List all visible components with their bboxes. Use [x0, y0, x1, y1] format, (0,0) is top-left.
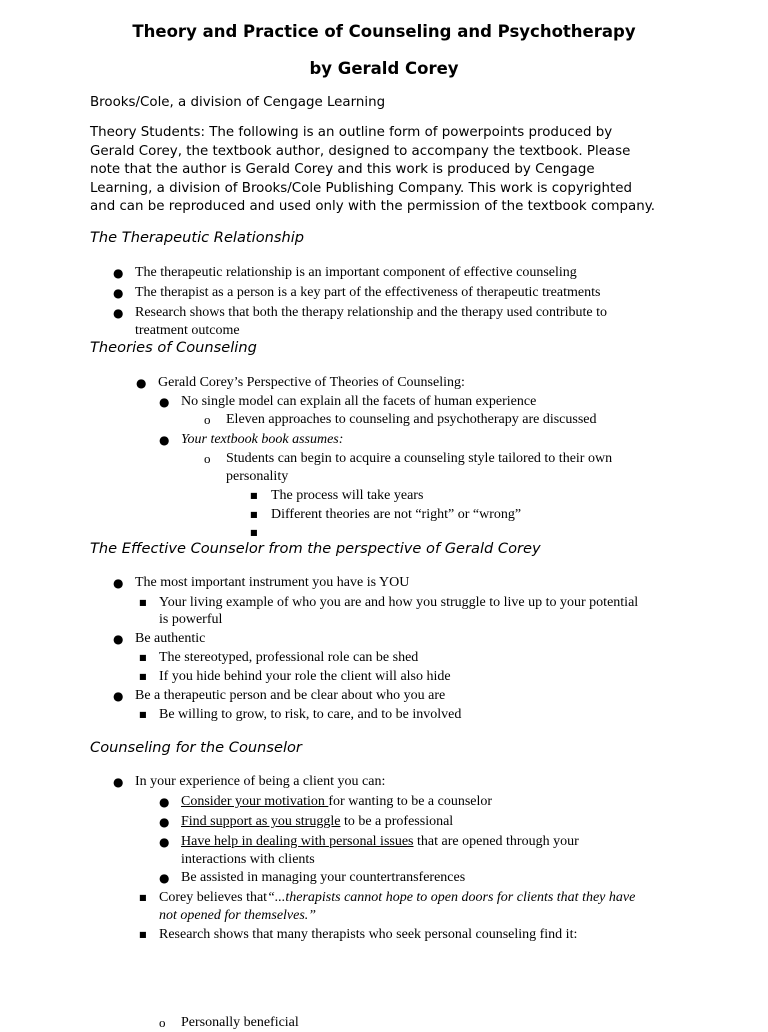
square-bullet-icon: ■: [250, 510, 258, 519]
bullet-icon: ●: [159, 433, 170, 447]
section-heading-therapeutic-relationship: The Therapeutic Relationship: [90, 229, 305, 246]
list-item-text: for wanting to be a counselor: [328, 794, 493, 809]
square-bullet-icon: ■: [139, 672, 147, 681]
quote-text: “...therapists cannot hope to open doors for clients that they have: [267, 890, 636, 905]
section-heading-counseling-for-counselor: Counseling for the Counselor: [90, 739, 302, 756]
list-item: The most important instrument you have is YOU: [135, 575, 410, 590]
intro-line: Theory Students: The following is an outline form of powerpoints produced by: [90, 125, 613, 140]
list-item: Be authentic: [135, 631, 206, 646]
list-item-continuation: treatment outcome: [135, 323, 240, 338]
document-byline: by Gerald Corey: [309, 59, 459, 78]
intro-paragraph: [90, 124, 690, 217]
square-bullet-icon: ■: [250, 491, 258, 500]
square-bullet-icon: ■: [250, 528, 258, 537]
list-item: In your experience of being a client you can:: [135, 774, 386, 789]
bullet-icon: ●: [159, 795, 170, 809]
quote-continuation: not opened for themselves.”: [159, 908, 317, 923]
list-item: Students can begin to acquire a counseling style tailored to their own: [226, 451, 613, 466]
list-item: If you hide behind your role the client will also hide: [159, 669, 451, 684]
bullet-icon: ●: [159, 835, 170, 849]
bullet-icon: ●: [113, 775, 124, 789]
bullet-icon: ●: [113, 632, 124, 646]
section-heading-theories: Theories of Counseling: [90, 339, 257, 356]
list-item-continuation: interactions with clients: [181, 852, 315, 867]
list-item: Your textbook book assumes:: [181, 432, 344, 447]
square-bullet-icon: ■: [139, 893, 147, 902]
list-item: Be assisted in managing your countertransferences: [181, 870, 466, 885]
list-item: Your living example of who you are and how you struggle to live up to your potential: [159, 595, 639, 610]
bullet-icon: ●: [113, 576, 124, 590]
circle-bullet-icon: o: [159, 1015, 166, 1030]
intro-line: Gerald Corey, the textbook author, designed to accompany the textbook. Please: [90, 143, 631, 159]
circle-bullet-icon: o: [204, 451, 211, 466]
bullet-icon: ●: [113, 266, 124, 280]
list-item: Be willing to grow, to risk, to care, and to be involved: [159, 707, 462, 722]
list-item: [181, 833, 579, 851]
list-item: The therapist as a person is a key part of the effectiveness of therapeutic treatments: [135, 285, 601, 300]
list-item: Be a therapeutic person and be clear about who you are: [135, 688, 446, 703]
list-item-text: to be a professional: [340, 814, 454, 829]
list-item: The process will take years: [271, 488, 424, 503]
bullet-icon: ●: [159, 871, 170, 885]
intro-line: note that the author is Gerald Corey and this work is produced by Cengage: [90, 162, 595, 178]
list-item: Research shows that many therapists who seek personal counseling find it:: [159, 927, 578, 942]
list-item: [159, 889, 635, 907]
bullet-icon: ●: [113, 306, 124, 320]
publisher-line: Brooks/Cole, a division of Cengage Learning: [90, 95, 386, 110]
bullet-icon: ●: [113, 286, 124, 300]
list-item-text: that are opened through your: [413, 834, 579, 849]
underlined-phrase: Consider your motivation: [181, 794, 329, 809]
bullet-icon: ●: [159, 395, 170, 409]
list-item-text: Corey believes that: [159, 890, 268, 905]
list-item: [181, 813, 453, 831]
circle-bullet-icon: o: [204, 412, 211, 427]
document-title: Theory and Practice of Counseling and Psychotherapy: [132, 22, 636, 41]
square-bullet-icon: ■: [139, 930, 147, 939]
underlined-phrase: Have help in dealing with personal issues: [181, 834, 414, 849]
square-bullet-icon: ■: [139, 653, 147, 662]
section-heading-effective-counselor: The Effective Counselor from the perspective of Gerald Corey: [90, 540, 541, 557]
list-item: No single model can explain all the facets of human experience: [181, 394, 537, 409]
intro-line: Learning, a division of Brooks/Cole Publishing Company. This work is copyrighted: [90, 180, 632, 196]
list-item: Gerald Corey’s Perspective of Theories of Counseling:: [158, 375, 465, 390]
list-item: The therapeutic relationship is an important component of effective counseling: [135, 265, 577, 280]
intro-line: and can be reproduced and used only with the permission of the textbook company.: [90, 199, 656, 215]
list-item: [181, 793, 492, 811]
underlined-phrase: Find support as you struggle: [181, 814, 341, 829]
list-item-continuation: is powerful: [159, 612, 223, 627]
bullet-icon: ●: [113, 689, 124, 703]
list-item-continuation: personality: [226, 469, 289, 484]
bullet-icon: ●: [159, 815, 170, 829]
list-item: Research shows that both the therapy relationship and the therapy used contribute to: [135, 305, 607, 320]
square-bullet-icon: ■: [139, 710, 147, 719]
list-item: Eleven approaches to counseling and psychotherapy are discussed: [226, 412, 597, 427]
list-item: Different theories are not “right” or “wrong”: [271, 507, 522, 522]
list-item-partial: Personally beneficial: [181, 1015, 299, 1030]
bullet-icon: ●: [136, 376, 147, 390]
square-bullet-icon: ■: [139, 598, 147, 607]
list-item: The stereotyped, professional role can be shed: [159, 650, 419, 665]
